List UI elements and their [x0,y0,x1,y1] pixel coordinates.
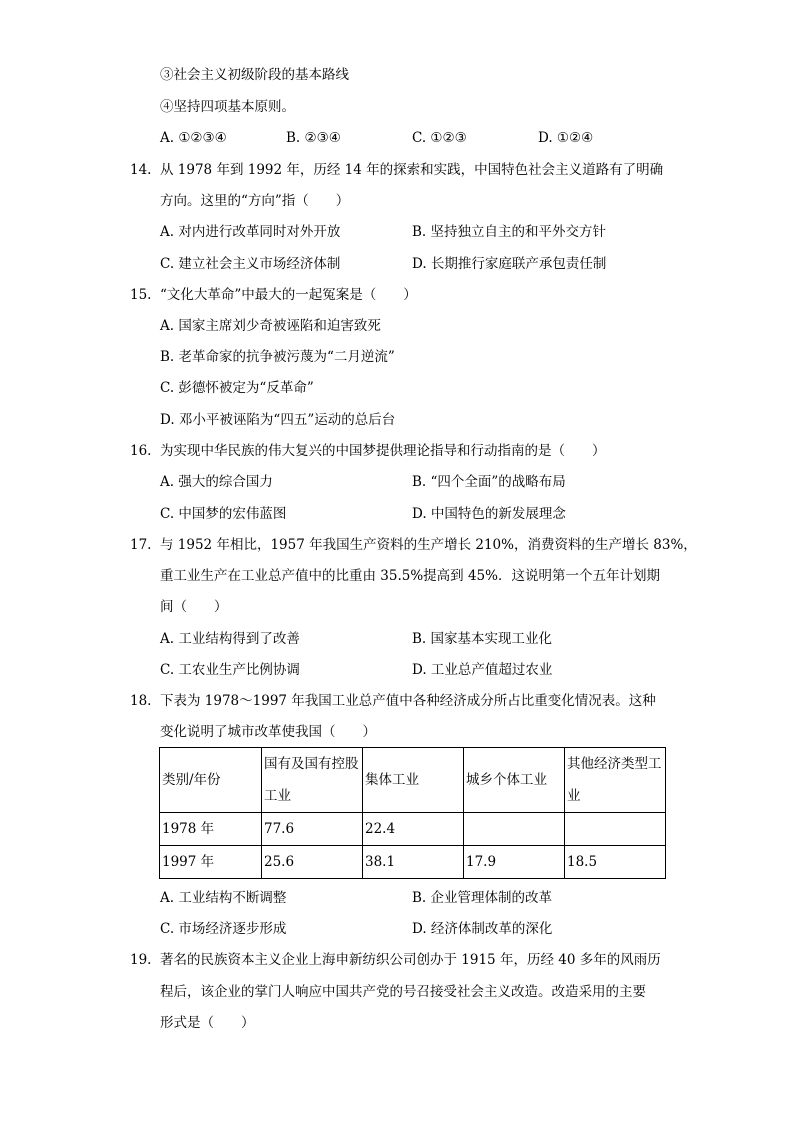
q13-item-3: ③社会主义初级阶段的基本路线 [160,67,349,83]
q17-option-a: A. 工业结构得到了改善 [160,631,300,647]
table-cell: 77.6 [262,813,363,846]
q15-option-a: A. 国家主席刘少奇被诬陷和迫害致死 [160,318,381,334]
q15-stem-line-1: “文化大革命”中最大的一起冤案是（ ） [160,287,417,303]
q13-item-4: ④坚持四项基本原则。 [160,99,295,115]
table-row [160,813,666,846]
q15-option-b: B. 老革命家的抗争被污蔑为“二月逆流” [160,349,395,365]
q19-number: 19. [130,952,152,968]
table-header-row [160,748,666,813]
q19-stem-line-1: 著名的民族资本主义企业上海申新纺织公司创办于 1915 年，历经 40 多年的风雨历 [160,952,661,968]
q19-stem-line-2: 程后，该企业的掌门人响应中国共产党的号召接受社会主义改造。改造采用的主要 [160,984,646,1000]
table-cell [464,813,565,846]
q14-option-a: A. 对内进行改革同时对外开放 [160,224,341,240]
q17-stem-line-1: 与 1952 年相比，1957 年我国生产资料的生产增长 210%，消费资料的生产增长 83%， [160,537,697,553]
q15-number: 15. [130,287,152,303]
table-cell: 1997 年 [160,846,262,879]
q14-option-c: C. 建立社会主义市场经济体制 [160,256,341,272]
table-cell: 38.1 [363,846,464,879]
q13-option-a: A. ①②③④ [160,130,227,146]
table-cell: 17.9 [464,846,565,879]
q17-stem-line-3: 间（ ） [160,599,228,615]
q19-stem-line-3: 形式是（ ） [160,1015,255,1031]
q14-number: 14. [130,162,152,178]
q18-option-c: C. 市场经济逐步形成 [160,921,287,937]
q16-stem-line-1: 为实现中华民族的伟大复兴的中国梦提供理论指导和行动指南的是（ ） [160,443,606,459]
q17-stem-line-2: 重工业生产在工业总产值中的比重由 35.5%提高到 45%．这说明第一个五年计划期 [160,568,660,584]
table-cell: 25.6 [262,846,363,879]
table-header-cell: 其他经济类型工业 [565,748,666,813]
q15-option-d: D. 邓小平被诬陷为“四五”运动的总后台 [160,412,396,428]
q16-option-d: D. 中国特色的新发展理念 [412,506,566,522]
q18-stem-line-2: 变化说明了城市改革使我国（ ） [160,724,376,740]
q15-option-c: C. 彭德怀被定为“反革命” [160,380,314,396]
table-cell: 18.5 [565,846,666,879]
q16-option-c: C. 中国梦的宏伟蓝图 [160,506,287,522]
q18-number: 18. [130,693,152,709]
q14-stem-line-1: 从 1978 年到 1992 年，历经 14 年的探索和实践，中国特色社会主义道路有了明确 [160,162,664,178]
q18-option-b: B. 企业管理体制的改革 [412,890,553,906]
q18-stem-line-1: 下表为 1978～1997 年我国工业总产值中各种经济成分所占比重变化情况表。这种 [160,693,656,709]
table-header-cell: 城乡个体工业 [464,748,565,813]
q13-option-d: D. ①②④ [538,130,594,146]
table-header-cell: 国有及国有控股工业 [262,748,363,813]
q13-option-c: C. ①②③ [412,130,467,146]
table-header-cell: 类别/年份 [160,748,262,813]
q18-option-a: A. 工业结构不断调整 [160,890,287,906]
q17-option-d: D. 工业总产值超过农业 [412,662,553,678]
q18-option-d: D. 经济体制改革的深化 [412,921,553,937]
q14-stem-line-2: 方向。这里的“方向”指（ ） [160,193,350,209]
table-cell: 1978 年 [160,813,262,846]
q17-number: 17. [130,537,152,553]
table-cell: 22.4 [363,813,464,846]
table-header-cell: 集体工业 [363,748,464,813]
table-cell [565,813,666,846]
q16-number: 16. [130,443,152,459]
q16-option-a: A. 强大的综合国力 [160,474,273,490]
q14-option-d: D. 长期推行家庭联产承包责任制 [412,256,607,272]
q18-data-table [159,747,666,879]
table-row [160,846,666,879]
q17-option-b: B. 国家基本实现工业化 [412,631,553,647]
q17-option-c: C. 工农业生产比例协调 [160,662,300,678]
q14-option-b: B. 坚持独立自主的和平外交方针 [412,224,607,240]
q16-option-b: B. “四个全面”的战略布局 [412,474,566,490]
q13-option-b: B. ②③④ [286,130,341,146]
